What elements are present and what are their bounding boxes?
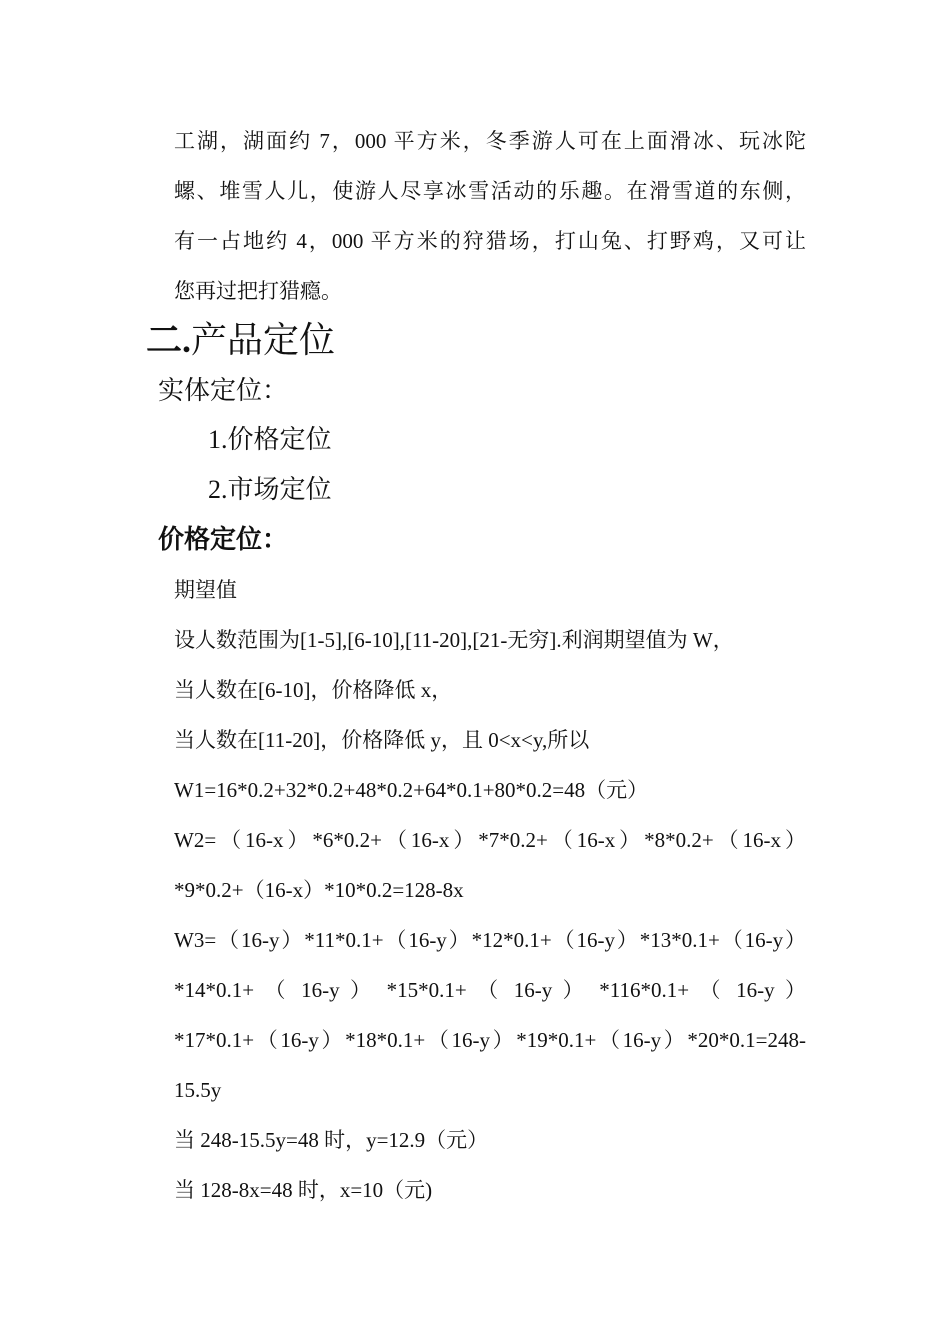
calc-line-6: W2=（16-x）*6*0.2+（16-x）*7*0.2+（16-x）*8*0.2+（16-x） bbox=[174, 828, 806, 852]
calc-line-11: 15.5y bbox=[174, 1078, 222, 1102]
price-heading: 价格定位： bbox=[158, 525, 289, 554]
intro-line-1: 工湖，湖面约 7，000 平方米，冬季游人可在上面滑冰、玩冰陀 bbox=[174, 129, 806, 153]
calc-line-7: *9*0.2+（16-x）*10*0.2=128-8x bbox=[174, 878, 464, 902]
section-number: 二. bbox=[146, 320, 192, 360]
calc-line-5: W1=16*0.2+32*0.2+48*0.2+64*0.1+80*0.2=48（元） bbox=[174, 778, 649, 802]
section-heading bbox=[146, 316, 335, 364]
calc-line-10: *17*0.1+（16-y）*18*0.1+（16-y）*19*0.1+（16-y）*20*0.1=248- bbox=[174, 1028, 806, 1052]
calc-line-9: *14*0.1+ （ 16-y ） *15*0.1+ （ 16-y ） *116*0.1+ （ 16-y ） bbox=[174, 978, 806, 1002]
intro-line-4: 您再过把打猎瘾。 bbox=[174, 279, 342, 303]
entity-item-price: 1.价格定位 bbox=[208, 425, 332, 454]
calc-line-3: 当人数在[6-10]，价格降低 x， bbox=[174, 678, 453, 702]
calc-line-2: 设人数范围为[1-5],[6-10],[11-20],[21-无穷].利润期望值为 W， bbox=[174, 628, 734, 652]
calc-line-4: 当人数在[11-20]，价格降低 y，且 0<x<y,所以 bbox=[174, 728, 590, 752]
calc-line-13: 当 128-8x=48 时，x=10（元) bbox=[174, 1178, 433, 1202]
intro-line-2: 螺、堆雪人儿，使游人尽享冰雪活动的乐趣。在滑雪道的东侧， bbox=[174, 179, 806, 203]
calc-line-8: W3=（16-y）*11*0.1+（16-y）*12*0.1+（16-y）*13*0.1+（16-y） bbox=[174, 928, 806, 952]
intro-line-3: 有一占地约 4，000 平方米的狩猎场，打山兔、打野鸡，又可让 bbox=[174, 229, 806, 253]
calc-line-12: 当 248-15.5y=48 时，y=12.9（元） bbox=[174, 1128, 489, 1152]
entity-item-market: 2.市场定位 bbox=[208, 475, 332, 504]
calc-line-1: 期望值 bbox=[174, 578, 237, 602]
entity-heading: 实体定位： bbox=[158, 376, 289, 405]
section-title: 产品定位 bbox=[191, 320, 336, 360]
